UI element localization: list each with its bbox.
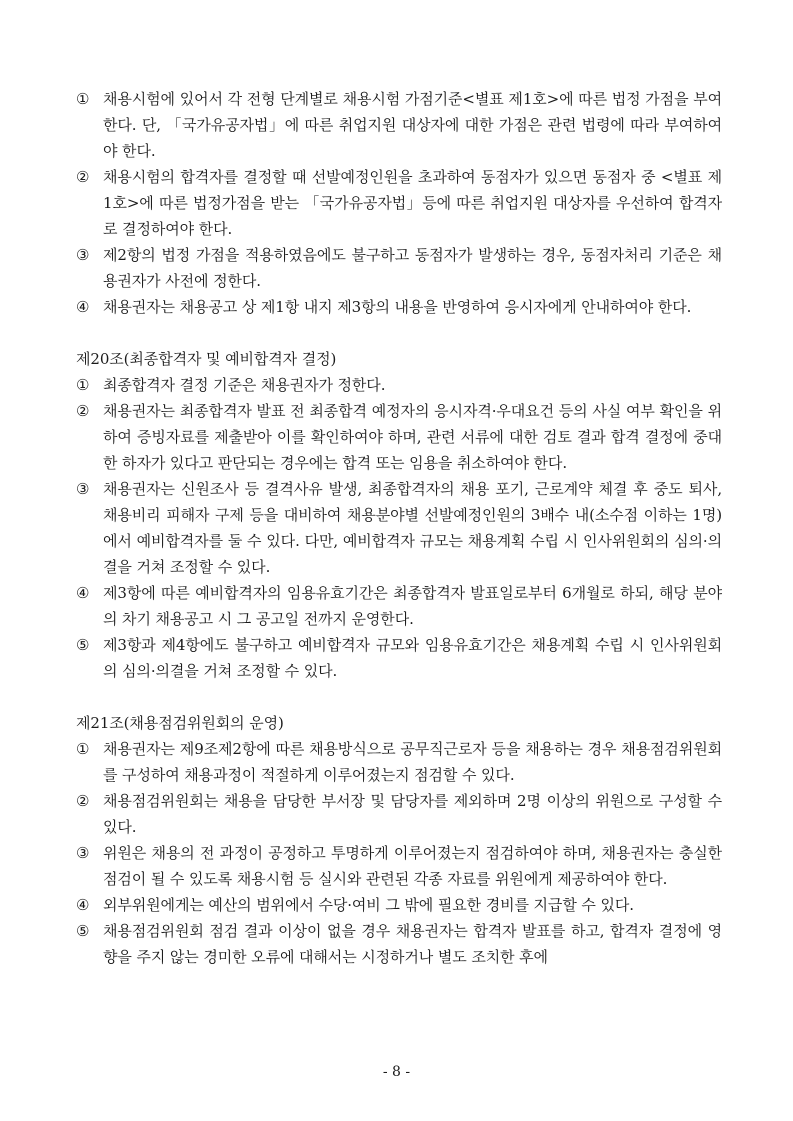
clause-item (76, 242, 722, 294)
section-20-items (76, 372, 722, 684)
clause-item (76, 788, 722, 840)
clause-item (76, 736, 722, 788)
clause-item (76, 840, 722, 892)
clause-text: 채용권자는 제9조제2항에 따른 채용방식으로 공무직근로자 등을 채용하는 경우 채용점검위원회를 구성하여 채용과정이 적절하게 이루어졌는지 점검할 수 있다. (103, 740, 722, 784)
clause-item (76, 892, 722, 918)
clause-text: 최종합격자 결정 기준은 채용권자가 정한다. (103, 376, 386, 394)
clause-number: ② (76, 402, 90, 420)
clause-item (76, 476, 722, 580)
clause-text: 제3항에 따른 예비합격자의 임용유효기간은 최종합격자 발표일로부터 6개월로 하되, 해당 분야의 차기 채용공고 시 그 공고일 전까지 운영한다. (103, 584, 722, 628)
clause-item (76, 164, 722, 242)
clause-number: ② (76, 168, 90, 186)
clause-number: ④ (76, 584, 90, 602)
document-body (76, 86, 722, 970)
clause-item (76, 398, 722, 476)
clause-text: 채용점검위원회는 채용을 담당한 부서장 및 담당자를 제외하며 2명 이상의 위원으로 구성할 수 있다. (103, 792, 722, 836)
clause-text: 채용권자는 최종합격자 발표 전 최종합격 예정자의 응시자격·우대요건 등의 사실 여부 확인을 위하여 증빙자료를 제출받아 이를 확인하여야 하며, 관련 서류에 대한 검토 결과 합격 결정에 중대한 하자가 있다고 판단되는 경우에는 합격 또는 임용을 취소하여야 한다. (103, 402, 722, 472)
clause-item (76, 86, 722, 164)
section-21-items (76, 736, 722, 970)
clause-number: ③ (76, 246, 90, 264)
clause-number: ⑤ (76, 922, 90, 940)
clause-text: 채용권자는 신원조사 등 결격사유 발생, 최종합격자의 채용 포기, 근로계약 체결 후 중도 퇴사, 채용비리 피해자 구제 등을 대비하여 채용분야별 선발예정인원의 3배수 내(소수점 이하는 1명)에서 예비합격자를 둘 수 있다. 다만, 예비합격자 규모는 채용계획 수립 시 인사위원회의 심의·의결을 거쳐 조정할 수 있다. (103, 480, 722, 576)
section-gap (76, 320, 722, 346)
clause-number: ④ (76, 896, 90, 914)
clause-text: 위원은 채용의 전 과정이 공정하고 투명하게 이루어졌는지 점검하여야 하며, 채용권자는 충실한 점검이 될 수 있도록 채용시험 등 실시와 관련된 각종 자료를 위원에게 제공하여야 한다. (103, 844, 722, 888)
clause-text: 채용시험에 있어서 각 전형 단계별로 채용시험 가점기준<별표 제1호>에 따른 법정 가점을 부여한다. 단, 「국가유공자법」에 따른 취업지원 대상자에 대한 가점은 관련 법령에 따라 부여하여야 한다. (103, 90, 722, 160)
clause-number: ⑤ (76, 636, 90, 654)
clause-number: ③ (76, 844, 90, 862)
clause-text: 채용시험의 합격자를 결정할 때 선발예정인원을 초과하여 동점자가 있으면 동점자 중 <별표 제1호>에 따른 법정가점을 받는 「국가유공자법」등에 따른 취업지원 대상자를 우선하여 합격자로 결정하여야 한다. (103, 168, 722, 238)
clause-text: 채용권자는 채용공고 상 제1항 내지 제3항의 내용을 반영하여 응시자에게 안내하여야 한다. (103, 298, 692, 316)
clause-item (76, 918, 722, 970)
clause-number: ③ (76, 480, 90, 498)
clause-text: 제3항과 제4항에도 불구하고 예비합격자 규모와 임용유효기간은 채용계획 수립 시 인사위원회의 심의·의결을 거쳐 조정할 수 있다. (103, 636, 722, 680)
clause-item (76, 294, 722, 320)
section-gap (76, 684, 722, 710)
clause-number: ② (76, 792, 90, 810)
clause-item (76, 632, 722, 684)
clause-number: ① (76, 740, 90, 758)
clause-item (76, 372, 722, 398)
clause-text: 제2항의 법정 가점을 적용하였음에도 불구하고 동점자가 발생하는 경우, 동점자처리 기준은 채용권자가 사전에 정한다. (103, 246, 722, 290)
clause-number: ① (76, 90, 90, 108)
section-19-items (76, 86, 722, 320)
clause-text: 외부위원에게는 예산의 범위에서 수당·여비 그 밖에 필요한 경비를 지급할 수 있다. (103, 896, 634, 914)
page-number: - 8 - (382, 1064, 411, 1080)
clause-number: ④ (76, 298, 90, 316)
clause-number: ① (76, 376, 90, 394)
article-21-title: 제21조(채용점검위원회의 운영) (76, 714, 284, 732)
article-20-title: 제20조(최종합격자 및 예비합격자 결정) (76, 350, 337, 368)
clause-text: 채용점검위원회 점검 결과 이상이 없을 경우 채용권자는 합격자 발표를 하고, 합격자 결정에 영향을 주지 않는 경미한 오류에 대해서는 시정하거나 별도 조치한 후에 (103, 922, 722, 966)
clause-item (76, 580, 722, 632)
